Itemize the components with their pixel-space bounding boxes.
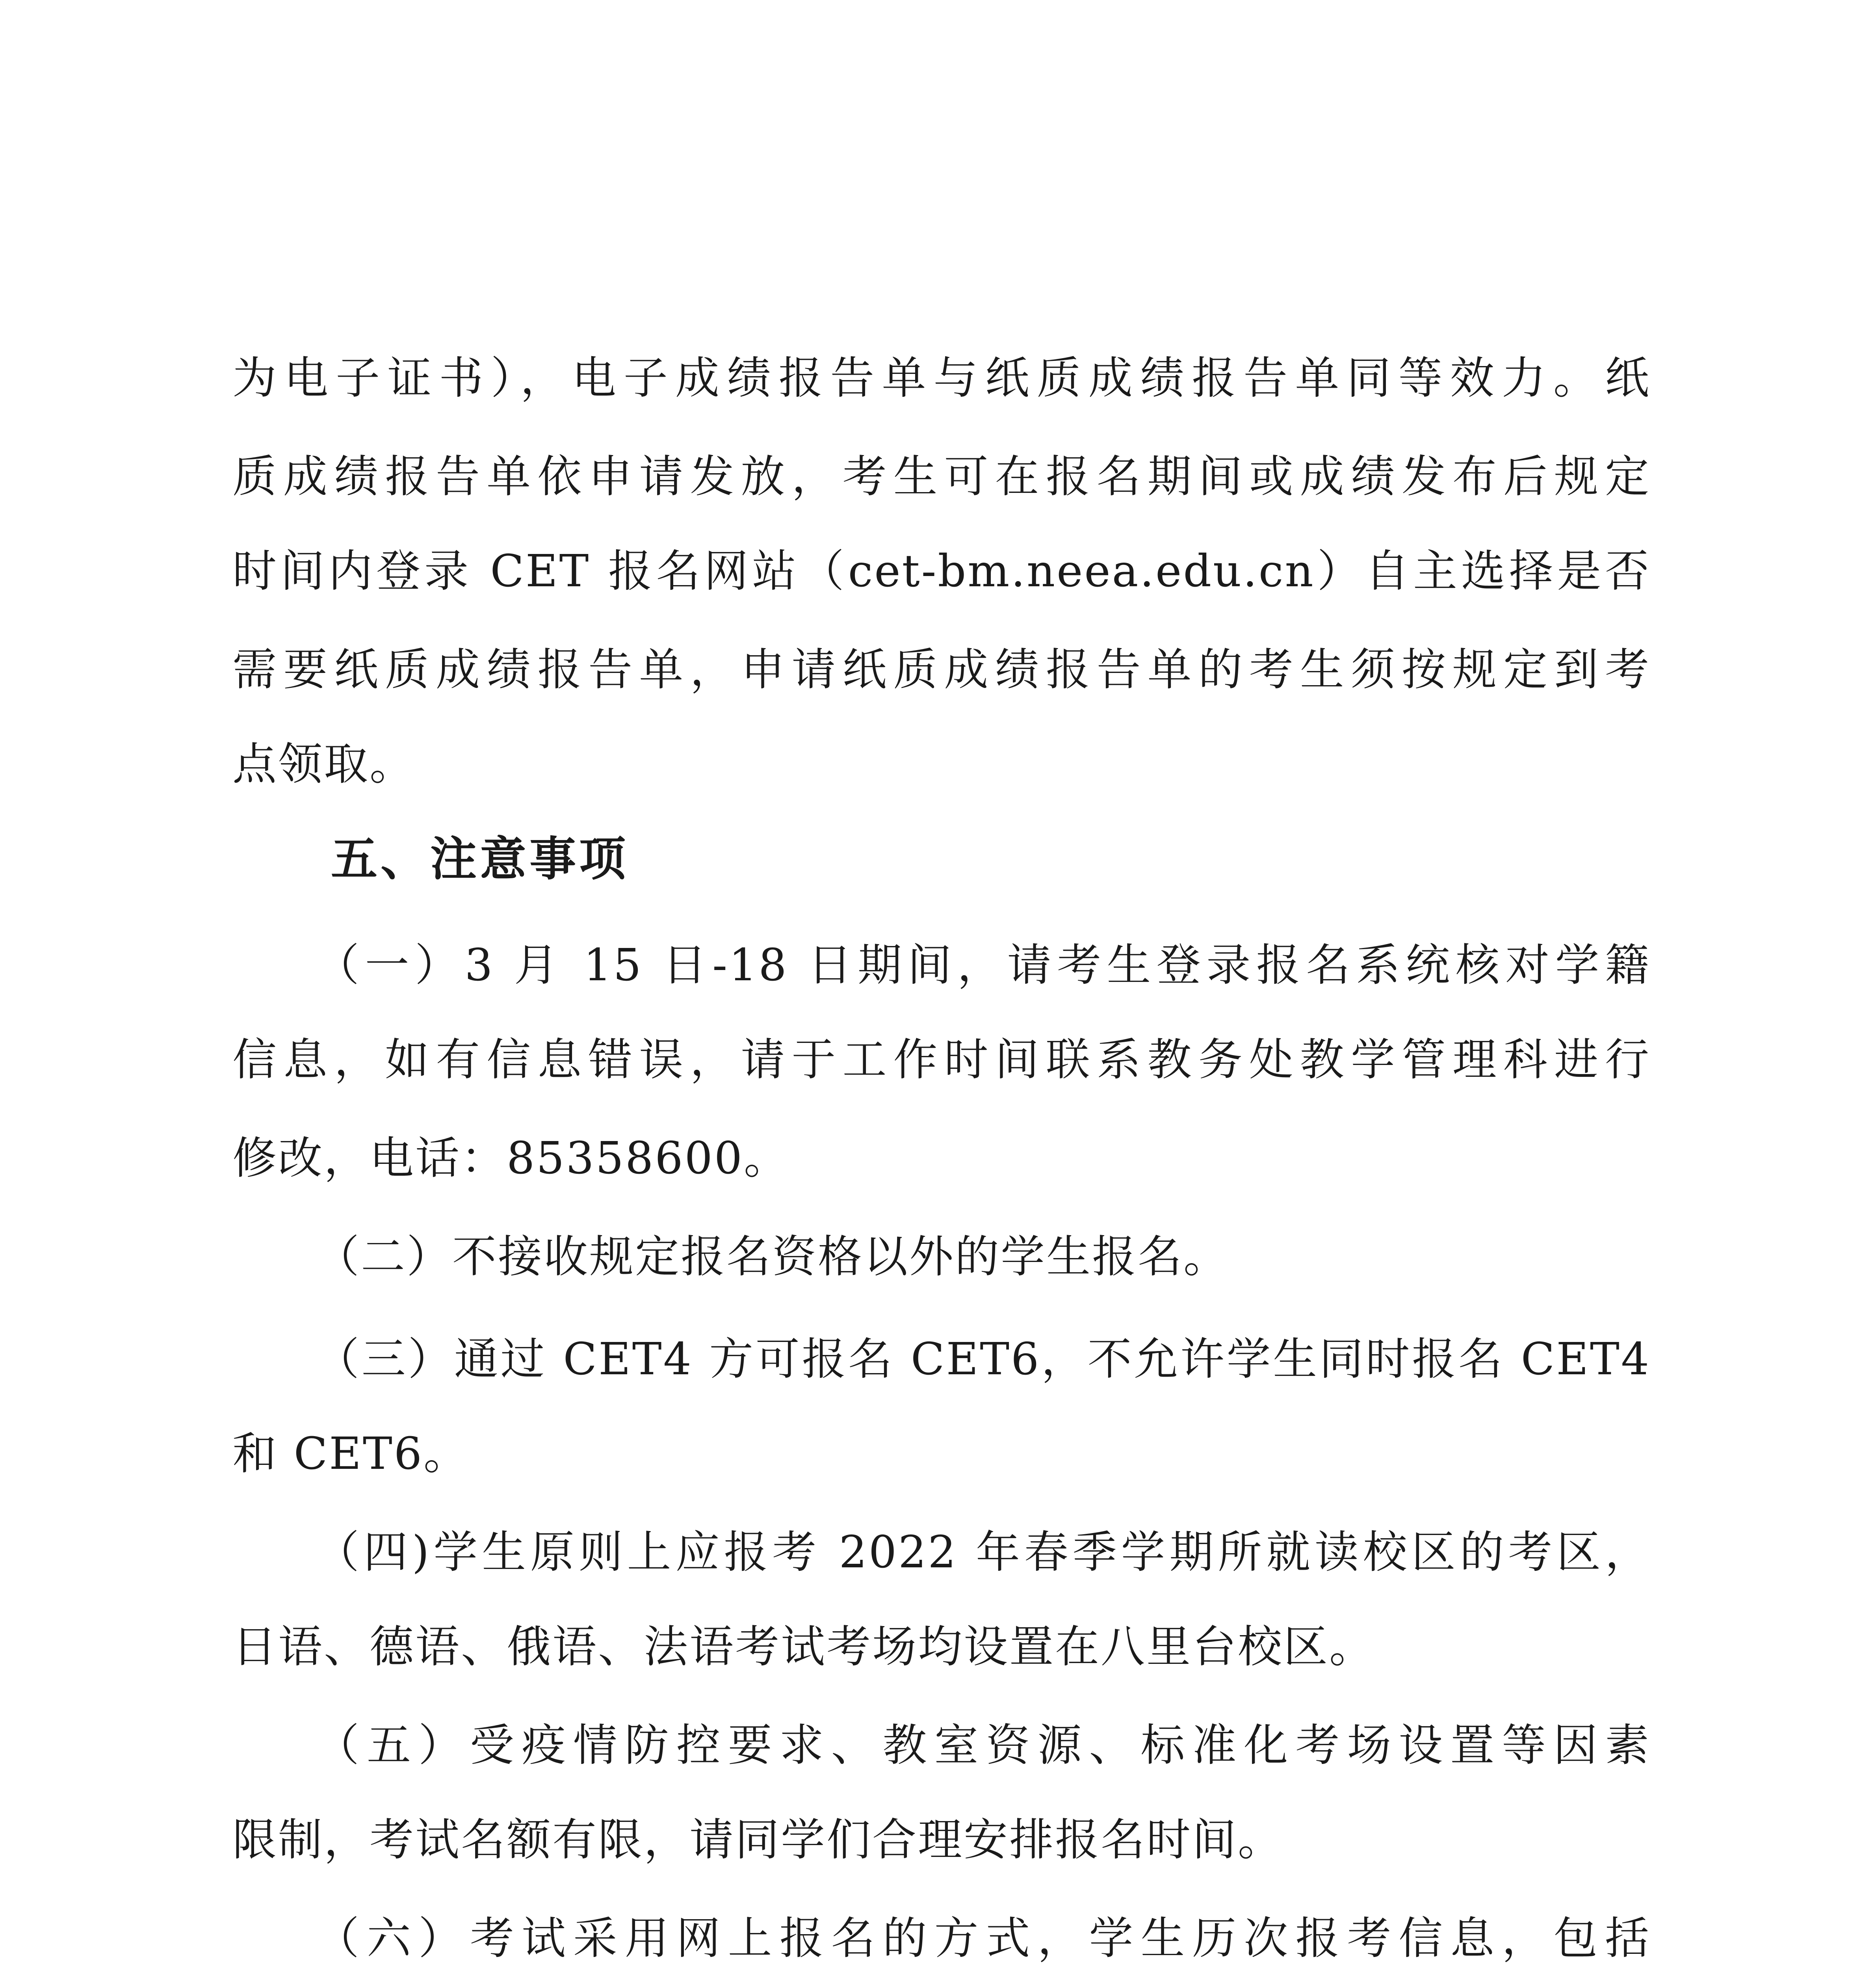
body-line-1: 为电子证书），电子成绩报告单与纸质成绩报告单同等效力。纸: [232, 353, 1651, 404]
body-line-2: 质成绩报告单依申请发放，考生可在报名期间或成绩发布后规定: [232, 451, 1651, 502]
body-line-5: 点领取。: [232, 739, 415, 790]
item-5-line-2: 限制，考试名额有限，请同学们合理安排报名时间。: [232, 1814, 1283, 1866]
item-4-line-2: 日语、德语、俄语、法语考试考场均设置在八里台校区。: [232, 1621, 1375, 1673]
item-1-line-1: （一）3 月 15 日-18 日期间，请考生登录报名系统核对学籍: [315, 940, 1651, 991]
item-3-line-2: 和 CET6。: [232, 1428, 470, 1479]
item-5-line-1: （五）受疫情防控要求、教室资源、标准化考场设置等因素: [315, 1720, 1651, 1771]
body-line-4: 需要纸质成绩报告单，申请纸质成绩报告单的考生须按规定到考: [232, 644, 1651, 695]
item-3-line-1: （三）通过 CET4 方可报名 CET6，不允许学生同时报名 CET4: [315, 1334, 1651, 1385]
item-2-line-1: （二）不接收规定报名资格以外的学生报名。: [315, 1231, 1229, 1282]
item-6-line-1: （六）考试采用网上报名的方式，学生历次报考信息，包括: [315, 1913, 1651, 1964]
body-line-3: 时间内登录 CET 报名网站（cet-bm.neea.edu.cn）自主选择是否: [232, 546, 1651, 597]
item-1-line-2: 信息，如有信息错误，请于工作时间联系教务处教学管理科进行: [232, 1034, 1651, 1085]
item-1-line-3: 修改，电话：85358600。: [232, 1133, 790, 1184]
section-heading: 五、注意事项: [331, 832, 629, 886]
item-4-line-1: （四)学生原则上应报考 2022 年春季学期所就读校区的考区，: [315, 1527, 1651, 1578]
